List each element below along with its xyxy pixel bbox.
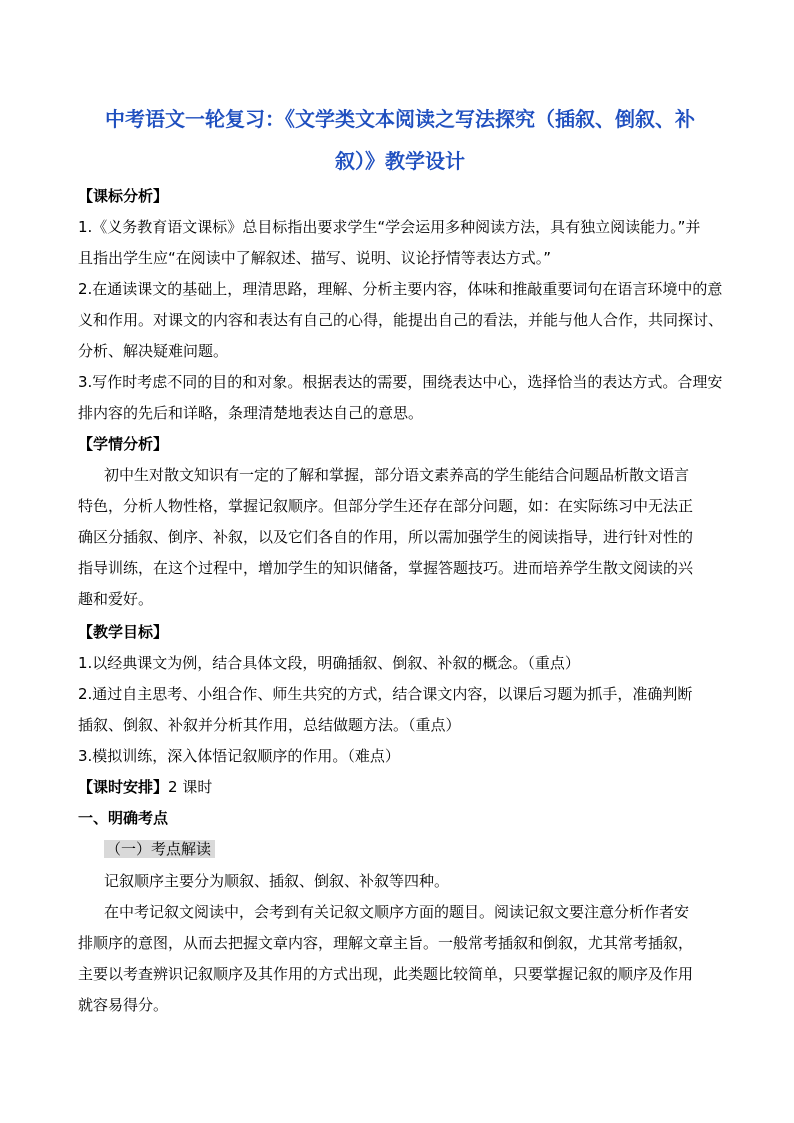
learners-line-2: 特色，分析人物性格，掌握记叙顺序。但部分学生还存在部分问题，如：在实际练习中无法正 — [78, 497, 694, 515]
learners-line-1: 初中生对散文知识有一定的了解和掌握，部分语文素养高的学生能结合问题品析散文语言 — [104, 466, 690, 484]
schedule-value: 2 课时 — [168, 778, 213, 796]
document-title-line-1: 中考语文一轮复习：《文学类文本阅读之写法探究（插叙、倒叙、补 — [105, 107, 695, 131]
learners-line-4: 指导训练，在这个过程中，增加学生的知识储备，掌握答题技巧。进而培养学生散文阅读的兴 — [78, 559, 694, 577]
document-title-line-2: 叙）》教学设计 — [335, 149, 465, 173]
curriculum-paragraph-3-line-1: 3.写作时考虑不同的目的和对象。根据表达的需要，围绕表达中心，选择恰当的表达方式。合理安 — [78, 373, 723, 391]
part-1-paragraph-1: 记叙顺序主要分为顺叙、插叙、倒叙、补叙等四种。 — [104, 872, 450, 890]
part-1-paragraph-2-line-2: 排顺序的意图，从而去把握文章内容，理解文章主旨。一般常考插叙和倒叙，尤其常考插叙， — [78, 934, 694, 952]
curriculum-paragraph-1-line-1: 1.《义务教育语文课标》总目标指出要求学生“学会运用多种阅读方法，具有独立阅读能力。”并 — [78, 218, 701, 236]
learners-line-5: 趣和爱好。 — [78, 590, 154, 608]
curriculum-paragraph-2-line-1: 2.在通读课文的基础上，理清思路，理解、分析主要内容，体味和推敲重要词句在语言环境中的意 — [78, 280, 723, 298]
objective-2-line-1: 2.通过自主思考、小组合作、师生共究的方式，结合课文内容，以课后习题为抓手，准确判断 — [78, 685, 693, 703]
part-1-paragraph-2-line-4: 就容易得分。 — [78, 996, 169, 1014]
part-1-heading: 一、明确考点 — [78, 809, 169, 827]
curriculum-paragraph-1-line-2: 且指出学生应“在阅读中了解叙述、描写、说明、议论抒情等表达方式。” — [78, 249, 552, 267]
objectives-heading: 【教学目标】 — [78, 623, 169, 641]
part-1-subheading-line — [104, 834, 215, 864]
schedule-heading: 【课时安排】 — [78, 778, 169, 796]
schedule-line — [78, 772, 212, 802]
objective-3: 3.模拟训练，深入体悟记叙顺序的作用。（难点） — [78, 747, 400, 765]
part-1-subheading: （一）考点解读 — [104, 840, 215, 858]
curriculum-paragraph-2-line-2: 义和作用。对课文的内容和表达有自己的心得，能提出自己的看法，并能与他人合作，共同探讨、 — [78, 311, 724, 329]
curriculum-paragraph-2-line-3: 分析、解决疑难问题。 — [78, 342, 229, 360]
part-1-paragraph-2-line-3: 主要以考查辨识记叙顺序及其作用的方式出现，此类题比较简单，只要掌握记叙的顺序及作用 — [78, 965, 694, 983]
curriculum-paragraph-3-line-2: 排内容的先后和详略，条理清楚地表达自己的意思。 — [78, 404, 424, 422]
objective-1: 1.以经典课文为例，结合具体文段，明确插叙、倒叙、补叙的概念。（重点） — [78, 654, 580, 672]
learners-line-3: 确区分插叙、倒序、补叙，以及它们各自的作用，所以需加强学生的阅读指导，进行针对性的 — [78, 528, 694, 546]
curriculum-heading: 【课标分析】 — [78, 187, 169, 205]
part-1-paragraph-2-line-1: 在中考记叙文阅读中，会考到有关记叙文顺序方面的题目。阅读记叙文要注意分析作者安 — [104, 903, 690, 921]
learners-heading: 【学情分析】 — [78, 435, 169, 453]
objective-2-line-2: 插叙、倒叙、补叙并分析其作用，总结做题方法。（重点） — [78, 716, 461, 734]
